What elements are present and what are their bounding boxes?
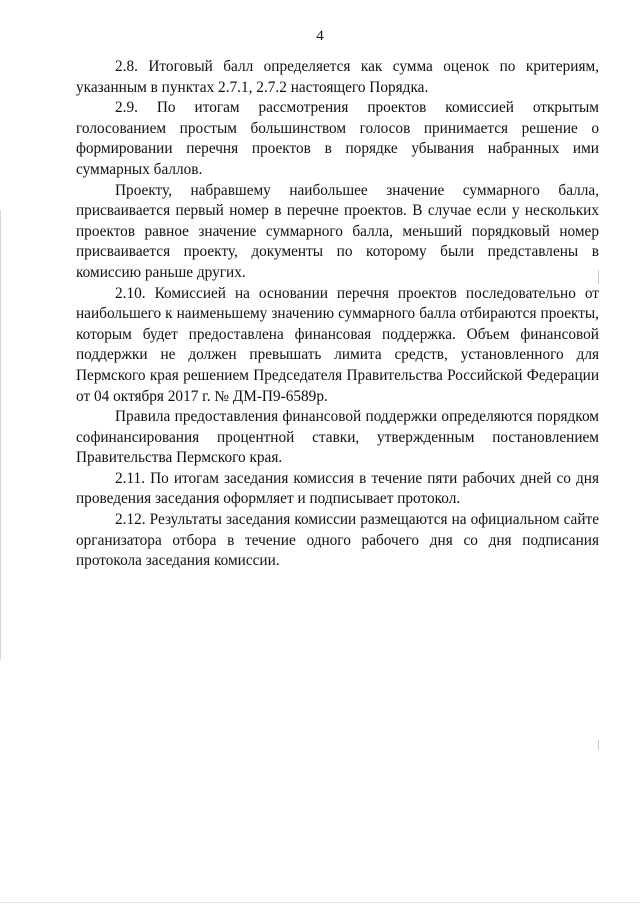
document-body <box>76 57 599 572</box>
scan-margin-line <box>0 210 1 660</box>
paragraph-2-10: 2.10. Комиссией на основании перечня проектов последовательно от наибольшего к наименьшему значению суммарного балла отбираются проекты, которым будет предоставлена финансовая поддержка. Объем финансовой поддержки не должен превышать лимита средств, установленного для Пермского края решением Председателя Правительства Российской Федерации от 04 октября 2017 г. № ДМ-П9-6589р. <box>76 284 599 405</box>
paragraph-2-12: 2.12. Результаты заседания комиссии размещаются на официальном сайте организатора отбора в течение одного рабочего дня со дня подписания протокола заседания комиссии. <box>76 511 599 570</box>
scan-speck <box>598 270 599 284</box>
paragraph-2-8: 2.8. Итоговый балл определяется как сумма оценок по критериям, указанным в пунктах 2.7.1, 2.7.2 настоящего Порядка. <box>76 58 599 96</box>
paragraph-2-10-continuation: Правила предоставления финансовой поддержки определяются порядком софинансирования процентной ставки, утвержденным постановлением Правительства Пермского края. <box>76 408 599 467</box>
scan-bottom-edge <box>0 902 640 903</box>
page-number: 4 <box>316 28 324 44</box>
paragraph-2-9-continuation: Проекту, набравшему наибольшее значение суммарного балла, присваивается первый номер в перечне проектов. В случае если у нескольких проектов равное значение суммарного балла, меньший порядковый номер присваивается проекту, документы по которому были представлены в комиссию раньше других. <box>76 181 599 281</box>
paragraph-2-9: 2.9. По итогам рассмотрения проектов комиссией открытым голосованием простым большинством голосов принимается решение о формировании перечня проектов в порядке убывания набранных ими суммарных баллов. <box>76 99 599 178</box>
paragraph-2-11: 2.11. По итогам заседания комиссия в течение пяти рабочих дней со дня проведения заседания оформляет и подписывает протокол. <box>76 469 599 508</box>
scan-speck <box>598 740 599 750</box>
